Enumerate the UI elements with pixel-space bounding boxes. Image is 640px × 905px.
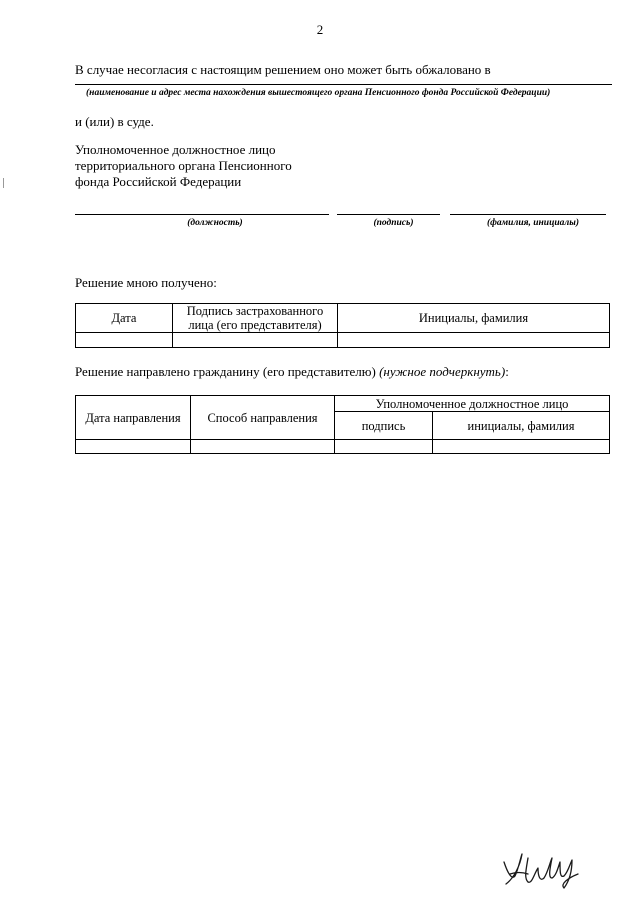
received-table xyxy=(75,303,610,348)
position-caption: (должность) xyxy=(187,218,243,228)
name-line xyxy=(450,214,606,215)
cell-signature xyxy=(173,333,338,348)
received-title: Решение мною получено: xyxy=(75,275,217,290)
cell-sent-method xyxy=(191,440,335,454)
official-line-3: фонда Российской Федерации xyxy=(75,174,242,189)
name-caption: (фамилия, инициалы) xyxy=(486,218,580,228)
sent-title xyxy=(75,364,509,380)
sent-table-empty-row xyxy=(76,440,610,454)
appeal-destination-line xyxy=(75,84,612,85)
subheader-signature: подпись xyxy=(335,412,433,440)
scan-margin-mark xyxy=(3,178,4,188)
position-line xyxy=(75,214,329,215)
appeal-caption: (наименование и адрес места нахождения вышестоящего органа Пенсионного фонда Российской Федерации) xyxy=(86,88,551,98)
sent-title-main: Решение направлено гражданину (его представителю) xyxy=(75,364,380,379)
header-initials-surname: Инициалы, фамилия xyxy=(338,304,610,333)
official-line-2: территориального органа Пенсионного xyxy=(75,158,292,173)
cell-date xyxy=(76,333,173,348)
official-line-1: Уполномоченное должностное лицо xyxy=(75,142,276,157)
subheader-initials-surname: инициалы, фамилия xyxy=(433,412,610,440)
header-date: Дата xyxy=(76,304,173,333)
court-text: и (или) в суде. xyxy=(75,114,154,129)
sent-title-end: : xyxy=(505,364,509,379)
cell-sent-date xyxy=(76,440,191,454)
appeal-text: В случае несогласия с настоящим решением оно может быть обжаловано в xyxy=(75,62,491,77)
sent-table-header-row xyxy=(76,396,610,412)
page-number: 2 xyxy=(316,22,324,37)
cell-sent-signature xyxy=(335,440,433,454)
signature-caption: (подпись) xyxy=(373,218,414,228)
header-authorized-official: Уполномоченное должностное лицо xyxy=(335,396,610,412)
header-sent-date: Дата направления xyxy=(76,396,191,440)
sent-title-note: (нужное подчеркнуть) xyxy=(379,364,506,379)
received-table-empty-row xyxy=(76,333,610,348)
sent-table xyxy=(75,395,610,454)
handwritten-signature xyxy=(498,848,588,890)
signature-line xyxy=(337,214,440,215)
received-table-header-row xyxy=(76,304,610,333)
cell-sent-name xyxy=(433,440,610,454)
header-insured-signature: Подпись застрахованного лица (его представителя) xyxy=(173,304,338,333)
cell-name xyxy=(338,333,610,348)
header-sent-method: Способ направления xyxy=(191,396,335,440)
